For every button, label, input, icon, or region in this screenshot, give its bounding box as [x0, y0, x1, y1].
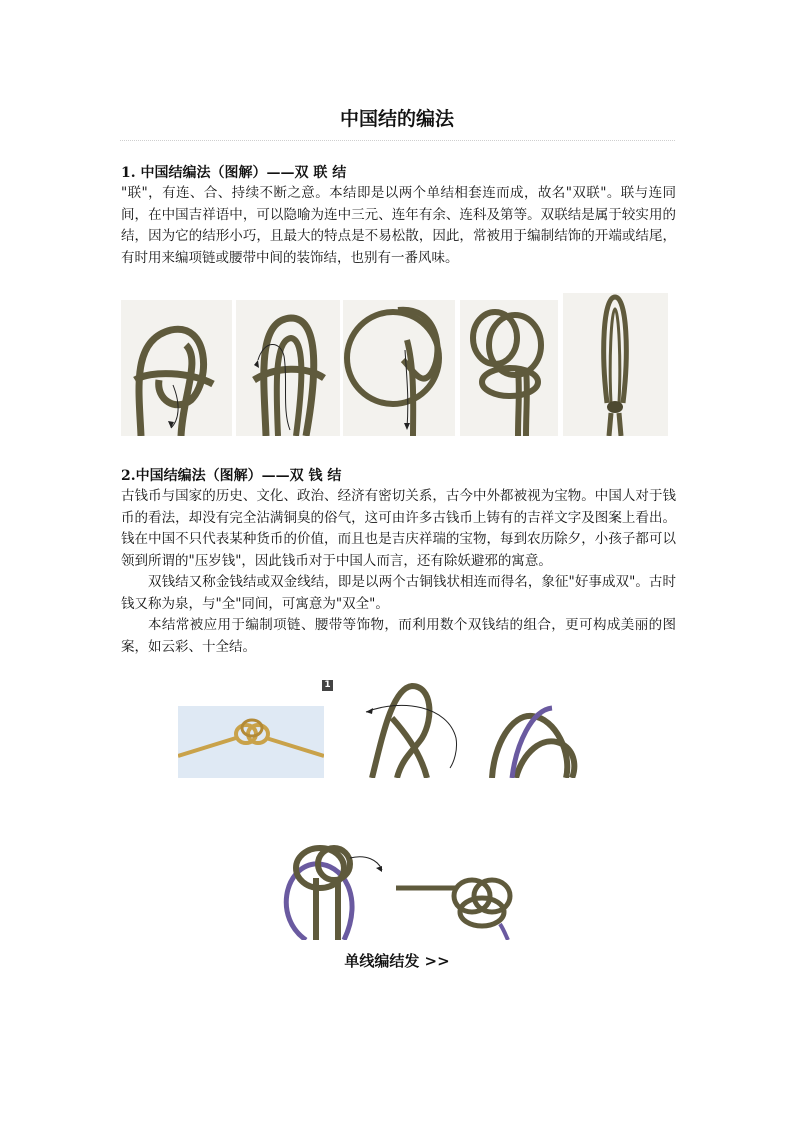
knot-photo-step1	[121, 300, 232, 436]
next-page-link[interactable]: 单线编结发 >>	[344, 952, 450, 970]
section1-heading: 1. 中国结编法（图解）——双 联 结	[121, 165, 347, 181]
section2-para3: 本结常被应用于编制项链、腰带等饰物，而利用数个双钱结的组合，更可构成美丽的图案，如云彩、十全结。	[121, 617, 676, 655]
section2-para1: 古钱币与国家的历史、文化、政治、经济有密切关系，古今中外都被视为宝物。中国人对于钱币的看法，却没有完全沾满铜臭的俗气，这可由许多古钱币上铸有的吉祥文字及图案上看出。钱在中国不只代表某种货币的价值，而且也是吉庆祥瑞的宝物，每到农历除夕，小孩子都可以领到所谓的"压岁钱"，因此钱币对于中国人而言，还有除妖避邪的寓意。	[121, 488, 676, 569]
knot-photo-step2	[236, 300, 340, 436]
knot-diagram-step1	[352, 678, 468, 778]
section2-heading: 2.中国结编法（图解）——双 钱 结	[121, 468, 342, 484]
title-divider	[120, 140, 675, 141]
section2-para2: 双钱结又称金钱结或双金线结，即是以两个古铜钱状相连而得名，象征"好事成双"。古时钱又称为泉，与"全"同间，可寓意为"双全"。	[121, 574, 676, 612]
section2-text	[121, 486, 676, 658]
knot-diagram-step4	[396, 866, 546, 940]
knot-photo-step4	[460, 300, 558, 436]
double-coin-knot-photo	[178, 706, 324, 778]
knot-photo-step3	[343, 300, 455, 436]
knot-photo-finished	[563, 293, 668, 436]
knot-diagram-step3	[254, 838, 398, 940]
knot-diagram-step2	[472, 704, 614, 778]
section1-text: "联"，有连、合、持续不断之意。本结即是以两个单结相套连而成，故名"双联"。联与连同间，在中国吉祥语中，可以隐喻为连中三元、连年有余、连科及第等。双联结是属于较实用的结，因为它的结形小巧，且最大的特点是不易松散，因此，常被用于编制结饰的开端或结尾，有时用来编项链或腰带中间的装饰结，也别有一番风味。	[121, 185, 676, 266]
step-number-1: 1	[322, 680, 333, 691]
page-title: 中国结的编法	[339, 108, 454, 130]
